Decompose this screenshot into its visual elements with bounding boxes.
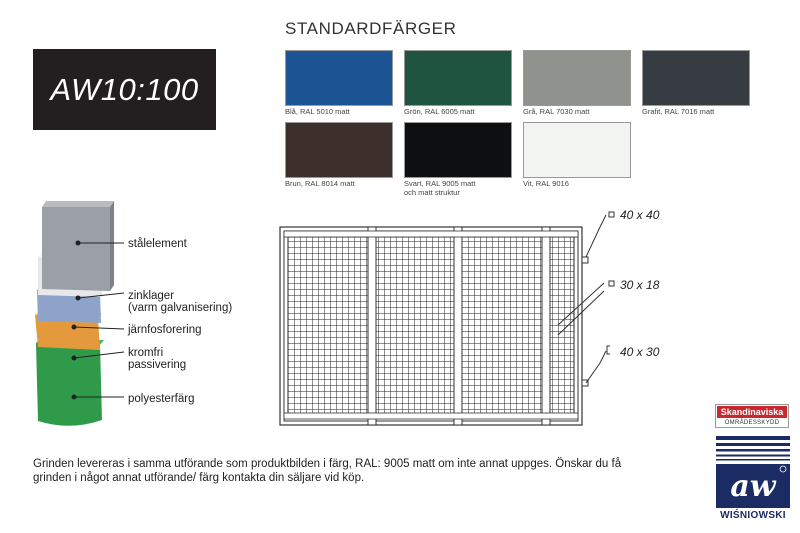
swatch-label-brown: Brun, RAL 8014 matt [285,179,355,188]
layer-label-polyester: polyesterfärg [128,393,195,405]
gate-mesh [288,237,574,415]
gate-bar [454,227,462,425]
swatch-white [523,122,631,178]
colors-heading: STANDARDFÄRGER [285,19,457,38]
swatch-label-graphite: Grafit, RAL 7016 matt [642,107,715,116]
dimension-label-3: 40 x 30 [620,345,660,359]
layer-label-passivation: kromfri [128,347,164,359]
skandinaviska-logo-bottom: OMRÅDESSKYDD [724,420,780,426]
footer-note: Grinden levereras i samma utförande som produktbilden i färg, RAL: 9005 matt om inte annat uppges. Önskar du få grinden i något annat utförande/ färg kontakta din säljare vid köp. [33,458,622,484]
swatch-green [404,50,512,106]
swatch-label-blue: Blå, RAL 5010 matt [285,107,350,116]
coating-layers-illustration [30,195,140,435]
dimension-label-1: 40 x 40 [620,208,660,222]
gate-bar [368,227,376,425]
swatch-graphite [642,50,750,106]
skandinaviska-logo-top: Skandinaviska [717,406,787,418]
layer-label-steel: stålelement [128,238,187,250]
swatch-grey [523,50,631,106]
swatch-label-black: Svart, RAL 9005 matt [404,179,476,188]
swatch-black [404,122,512,178]
gate-drawing [270,205,630,435]
model-title: AW10:100 [50,71,199,107]
swatch-blue [285,50,393,106]
layer-label-passivation-2: passivering [128,359,187,371]
wisniowski-brand: WIŚNIOWSKI [720,510,786,521]
skandinaviska-logo [715,404,789,428]
swatch-brown [285,122,393,178]
layer-label-phosphate: järnfosforering [128,324,202,336]
model-title-box [33,49,216,130]
swatch-label-grey: Grå, RAL 7030 matt [523,107,590,116]
swatch-label-white: Vit, RAL 9016 [523,179,569,188]
layer-label-zinc-2: (varm galvanisering) [128,302,233,314]
aw-mark: aw [730,469,776,504]
swatch-label-green: Grön, RAL 6005 matt [404,107,475,116]
gate-bar [542,227,550,425]
swatch-label-black-2: och matt struktur [404,188,460,197]
dimension-label-2: 30 x 18 [620,278,660,292]
layer-steel-shape [42,207,110,291]
layer-label-zinc: zinklager [128,290,175,302]
